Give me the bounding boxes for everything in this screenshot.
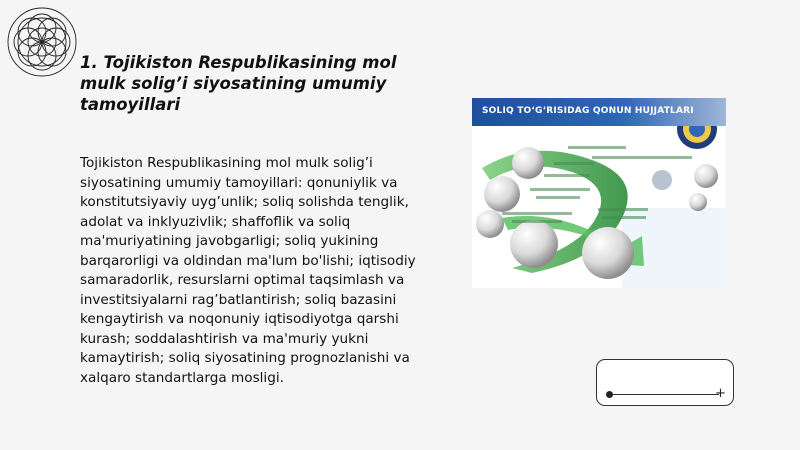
infographic-banner-text: SOLIQ TO‘G‘RISIDAG QONUN HUJJATLARI [482,106,694,116]
rosette-logo-icon [4,4,80,80]
audio-progress-track[interactable] [609,394,719,395]
audio-volume-plus-icon[interactable]: + [715,386,726,401]
slide-title: 1. Tojikiston Respublikasining mol mulk solig’i siyosatining umumiy tamoyillari [80,53,397,114]
tax-law-infographic [472,98,726,288]
infographic-banner [472,98,726,126]
infographic-graphic [472,98,726,288]
slide-body-text: Tojikiston Respublikasining mol mulk solig’i siyosatining umumiy tamoyillari: qonuniylik va konstitutsiyaviy uyg’unlik; soliq solishda tenglik, adolat va inklyuzivlik; shaffoflik va soliq ma'muriyatining javobgarligi; soliq yukining barqarorligi va oldindan ma'lum bo'lishi; iqtisodiy samaradorlik, resurslarni optimal taqsimlash va investitsiyalarni rag’batlantirish; soliq bazasini kengaytirish va noqonuniy iqtisodiyotga qarshi kurash; soddalashtirish va ma'muriy yukni kamaytirish; soliq siyosatining prognozlanishi va xalqaro standartlarga mosligi. [80,155,416,386]
audio-player[interactable] [596,359,734,406]
audio-position-dot-icon[interactable] [606,391,613,398]
